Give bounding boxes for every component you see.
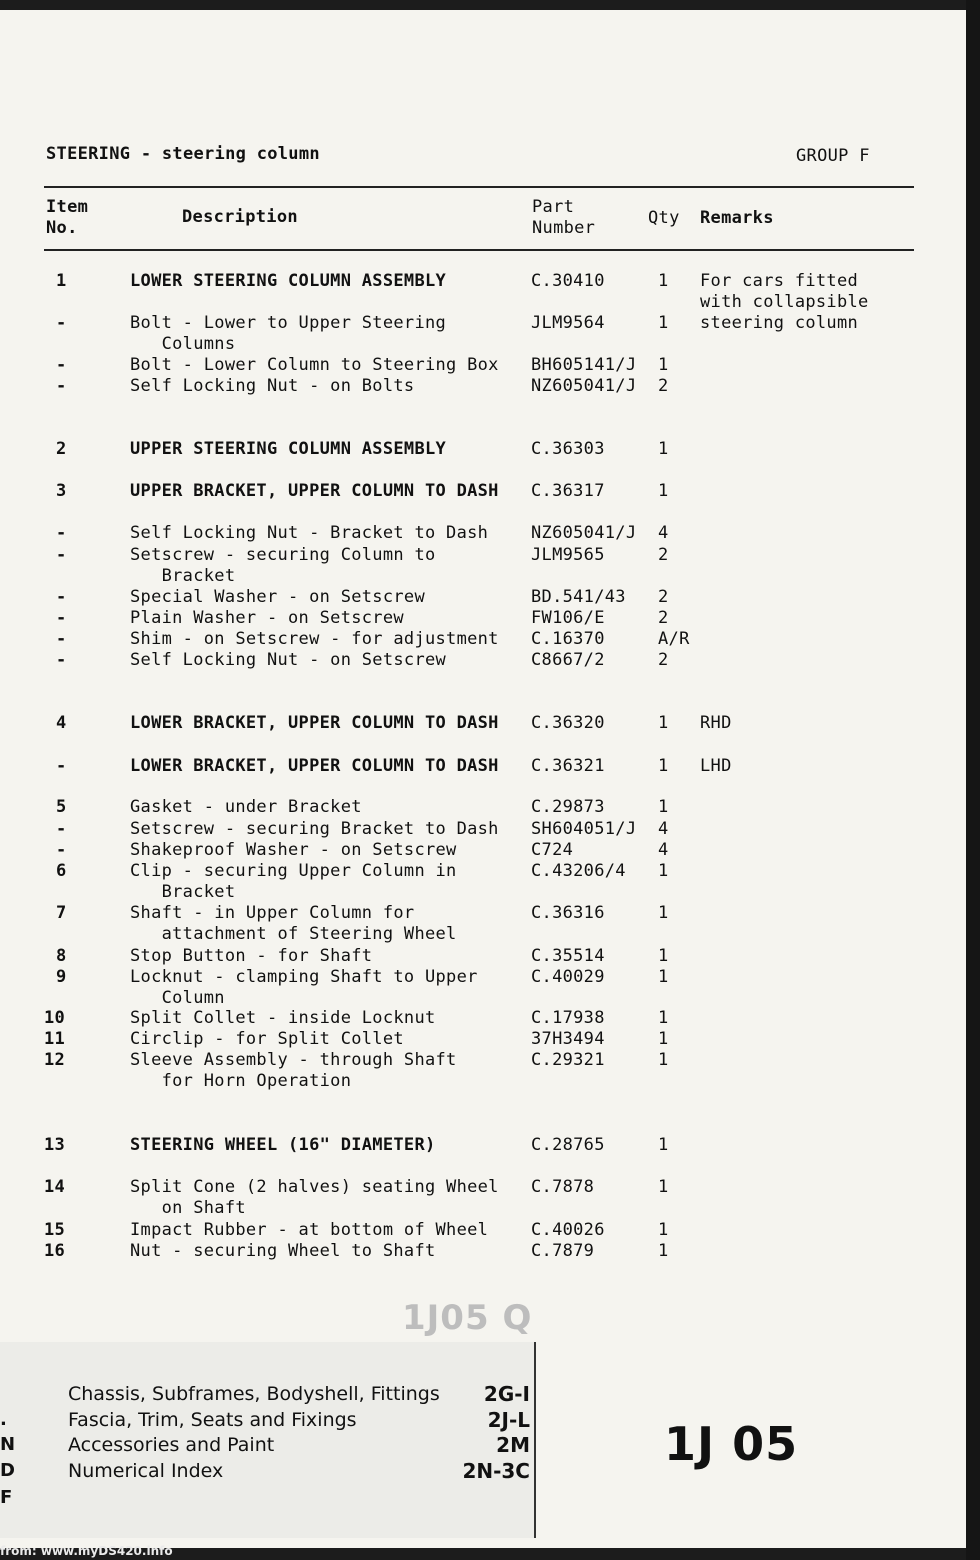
row-part-number: C.36320 [531, 713, 605, 733]
row-qty: 1 [658, 713, 669, 733]
col-qty-header: Qty [648, 208, 680, 228]
row-description: Shakeproof Washer - on Setscrew [130, 840, 457, 860]
footer-section-code: 2M [496, 1433, 530, 1457]
row-description: Bolt - Lower to Upper Steering Columns [130, 313, 447, 354]
row-qty: 1 [658, 313, 669, 333]
footer-section-code: 2N-3C [462, 1459, 530, 1483]
footer-edge-letter: N [0, 1434, 16, 1455]
row-part-number: SH604051/J [531, 819, 637, 839]
row-qty: 1 [658, 1177, 669, 1197]
row-qty: 1 [658, 1050, 669, 1070]
row-remarks: For cars fitted with collapsible steering column [700, 271, 869, 333]
row-part-number: C.7878 [531, 1177, 595, 1197]
row-description: Setscrew - securing Bracket to Dash [130, 819, 499, 839]
scan-edge [966, 0, 980, 1560]
row-item-no: - [56, 587, 67, 607]
row-part-number: NZ605041/J [531, 376, 637, 396]
row-description: Clip - securing Upper Column in Bracket [130, 861, 457, 902]
row-part-number: C.36317 [531, 481, 605, 501]
col-item-header: Item No. [46, 197, 89, 238]
row-qty: 4 [658, 840, 669, 860]
row-item-no: 5 [56, 797, 67, 817]
footer-section-code: 2J-L [487, 1408, 530, 1432]
row-remarks: RHD [700, 713, 732, 733]
row-description: Plain Washer - on Setscrew [130, 608, 404, 628]
row-description: LOWER STEERING COLUMN ASSEMBLY [130, 271, 447, 291]
row-part-number: C.40026 [531, 1220, 605, 1240]
row-qty: 1 [658, 756, 669, 776]
row-description: STEERING WHEEL (16" DIAMETER) [130, 1135, 436, 1155]
row-description: Bolt - Lower Column to Steering Box [130, 355, 499, 375]
footer-section-code: 2G-I [483, 1382, 530, 1406]
row-qty: 2 [658, 376, 669, 396]
row-qty: 1 [658, 946, 669, 966]
row-qty: 2 [658, 545, 669, 565]
row-qty: 1 [658, 271, 669, 291]
row-part-number: BH605141/J [531, 355, 637, 375]
row-description: Impact Rubber - at bottom of Wheel [130, 1220, 489, 1240]
row-item-no: 13 [44, 1135, 66, 1155]
row-item-no: - [56, 313, 67, 333]
row-description: LOWER BRACKET, UPPER COLUMN TO DASH [130, 756, 499, 776]
row-item-no: - [56, 376, 67, 396]
row-part-number: NZ605041/J [531, 523, 637, 543]
row-qty: 1 [658, 1241, 669, 1261]
footer-section-label: Numerical Index [68, 1460, 224, 1482]
col-part-header: Part Number [532, 197, 596, 238]
row-description: Split Collet - inside Locknut [130, 1008, 436, 1028]
footer-edge-letter: . [0, 1409, 7, 1430]
row-item-no: - [56, 629, 67, 649]
footer-edge-letter: D [0, 1460, 15, 1481]
row-part-number: C.30410 [531, 271, 605, 291]
row-item-no: - [56, 650, 67, 670]
row-remarks: LHD [700, 756, 732, 776]
row-item-no: - [56, 355, 67, 375]
row-part-number: C.40029 [531, 967, 605, 987]
row-item-no: 1 [56, 271, 67, 291]
row-description: Shim - on Setscrew - for adjustment [130, 629, 499, 649]
source-credit: from: www.myDS420.info [0, 1544, 173, 1558]
row-qty: 1 [658, 797, 669, 817]
header-rule-bottom [44, 249, 914, 251]
row-item-no: 3 [56, 481, 67, 501]
row-part-number: C.36303 [531, 439, 605, 459]
row-qty: 4 [658, 819, 669, 839]
row-qty: 1 [658, 355, 669, 375]
row-qty: 1 [658, 1008, 669, 1028]
row-description: Stop Button - for Shaft [130, 946, 373, 966]
row-qty: 1 [658, 903, 669, 923]
row-item-no: 8 [56, 946, 67, 966]
row-part-number: BD.541/43 [531, 587, 626, 607]
row-item-no: 7 [56, 903, 67, 923]
row-qty: 1 [658, 481, 669, 501]
footer-divider [534, 1342, 536, 1538]
row-part-number: FW106/E [531, 608, 605, 628]
row-item-no: 10 [44, 1008, 66, 1028]
row-item-no: - [56, 545, 67, 565]
row-qty: 4 [658, 523, 669, 543]
row-item-no: 9 [56, 967, 67, 987]
row-description: Self Locking Nut - on Setscrew [130, 650, 447, 670]
fiche-stamp: 1J05 Q [402, 1298, 533, 1338]
row-part-number: C.29873 [531, 797, 605, 817]
row-item-no: 12 [44, 1050, 66, 1070]
row-qty: 1 [658, 861, 669, 881]
row-description: Self Locking Nut - Bracket to Dash [130, 523, 489, 543]
row-description: LOWER BRACKET, UPPER COLUMN TO DASH [130, 713, 499, 733]
row-item-no: 15 [44, 1220, 66, 1240]
row-item-no: - [56, 756, 67, 776]
row-part-number: C724 [531, 840, 574, 860]
row-description: Self Locking Nut - on Bolts [130, 376, 415, 396]
row-description: Special Washer - on Setscrew [130, 587, 425, 607]
row-description: Locknut - clamping Shaft to Upper Column [130, 967, 478, 1008]
row-qty: 1 [658, 439, 669, 459]
row-description: Gasket - under Bracket [130, 797, 362, 817]
row-part-number: C.35514 [531, 946, 605, 966]
row-qty: A/R [658, 629, 690, 649]
footer-section-label: Fascia, Trim, Seats and Fixings [68, 1409, 357, 1431]
row-qty: 2 [658, 650, 669, 670]
row-part-number: C.43206/4 [531, 861, 626, 881]
col-remarks-header: Remarks [700, 208, 774, 228]
row-description: Circlip - for Split Collet [130, 1029, 404, 1049]
row-description: Shaft - in Upper Column for attachment of Steering Wheel [130, 903, 457, 944]
row-item-no: - [56, 819, 67, 839]
col-description-header: Description [182, 207, 298, 227]
footer-section-label: Accessories and Paint [68, 1434, 275, 1456]
row-part-number: C.29321 [531, 1050, 605, 1070]
row-description: UPPER BRACKET, UPPER COLUMN TO DASH [130, 481, 499, 501]
row-qty: 1 [658, 1135, 669, 1155]
row-item-no: 4 [56, 713, 67, 733]
row-description: Nut - securing Wheel to Shaft [130, 1241, 436, 1261]
row-part-number: C.36316 [531, 903, 605, 923]
row-item-no: 14 [44, 1177, 66, 1197]
header-rule-top [44, 186, 914, 188]
row-part-number: 37H3494 [531, 1029, 605, 1049]
row-part-number: C.7879 [531, 1241, 595, 1261]
row-part-number: JLM9565 [531, 545, 605, 565]
row-qty: 1 [658, 1220, 669, 1240]
row-description: Split Cone (2 halves) seating Wheel on Shaft [130, 1177, 499, 1218]
row-description: Sleeve Assembly - through Shaft for Horn Operation [130, 1050, 457, 1091]
footer-edge-letter: F [0, 1487, 13, 1508]
row-item-no: - [56, 840, 67, 860]
row-qty: 2 [658, 608, 669, 628]
row-part-number: C.16370 [531, 629, 605, 649]
row-part-number: C8667/2 [531, 650, 605, 670]
group-label: GROUP F [796, 146, 870, 166]
row-item-no: 11 [44, 1029, 66, 1049]
page-title: STEERING - steering column [46, 144, 320, 164]
row-qty: 1 [658, 967, 669, 987]
row-item-no: 16 [44, 1241, 66, 1261]
row-part-number: C.36321 [531, 756, 605, 776]
row-qty: 1 [658, 1029, 669, 1049]
row-description: Setscrew - securing Column to Bracket [130, 545, 436, 586]
row-qty: 2 [658, 587, 669, 607]
row-description: UPPER STEERING COLUMN ASSEMBLY [130, 439, 447, 459]
footer-section-label: Chassis, Subframes, Bodyshell, Fittings [68, 1383, 440, 1405]
row-item-no: 2 [56, 439, 67, 459]
row-item-no: - [56, 608, 67, 628]
row-part-number: C.17938 [531, 1008, 605, 1028]
row-item-no: 6 [56, 861, 67, 881]
row-part-number: JLM9564 [531, 313, 605, 333]
fiche-id: 1J 05 [664, 1417, 799, 1471]
row-part-number: C.28765 [531, 1135, 605, 1155]
row-item-no: - [56, 523, 67, 543]
